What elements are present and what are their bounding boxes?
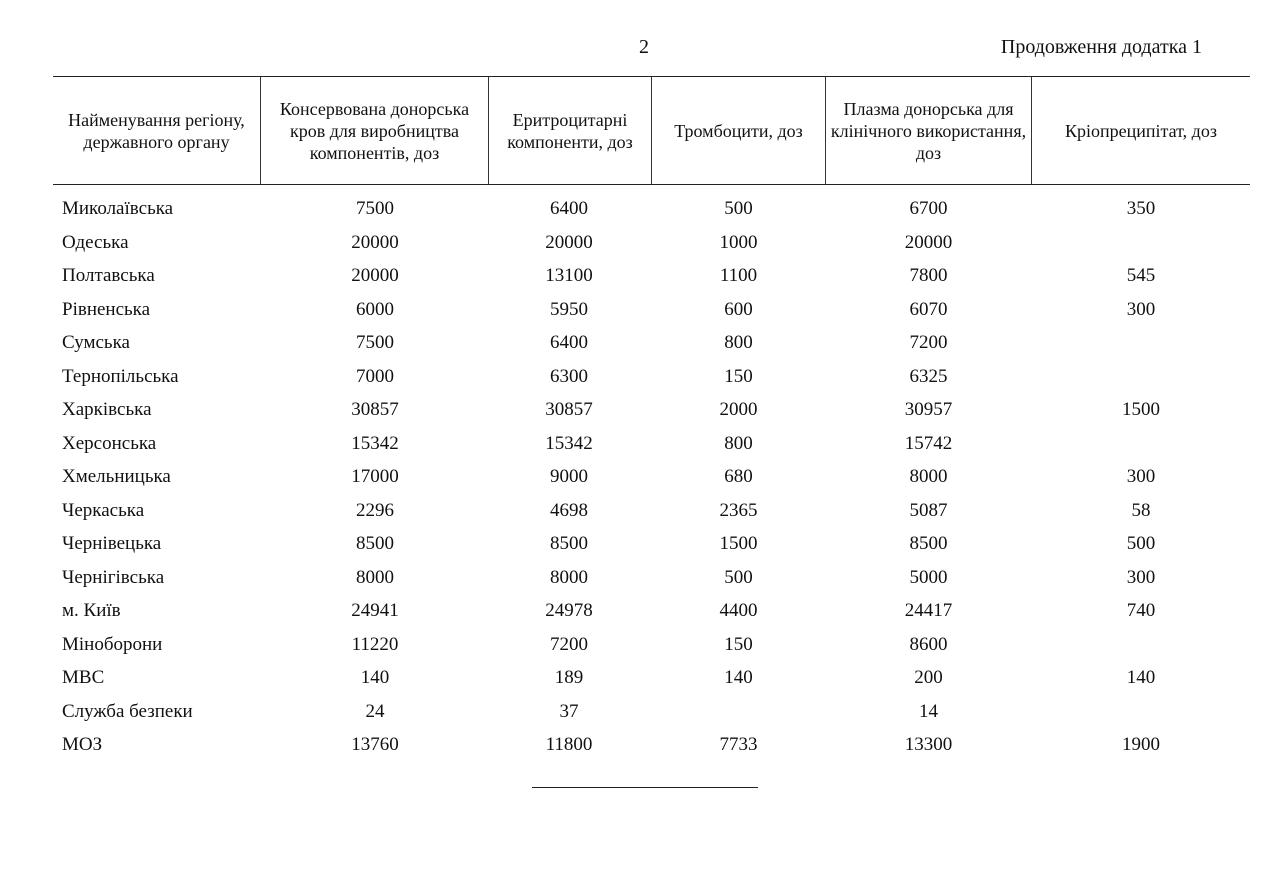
cell-preserved-blood: 20000 bbox=[351, 265, 399, 286]
cell-preserved-blood: 15342 bbox=[351, 432, 399, 454]
cell-plasma: 30957 bbox=[904, 399, 953, 420]
cell-platelets: 680 bbox=[724, 466, 753, 487]
cell-region: Тернопільська bbox=[62, 365, 179, 387]
table-row bbox=[0, 496, 1280, 526]
table-row bbox=[0, 462, 1280, 492]
table-row bbox=[0, 295, 1280, 325]
cell-platelets bbox=[652, 697, 825, 727]
cell-preserved-blood: 8000 bbox=[356, 566, 394, 588]
cell-plasma: 13300 bbox=[904, 734, 953, 755]
cell-cryoprecipitate: 300 bbox=[1126, 466, 1156, 487]
cell-plasma: 7800 bbox=[909, 265, 948, 286]
cell-region: м. Київ bbox=[62, 600, 121, 621]
cell-platelets: 500 bbox=[724, 566, 753, 588]
cell-platelets: 1100 bbox=[719, 265, 758, 286]
cell-erythrocyte: 13100 bbox=[545, 265, 593, 286]
cell-plasma: 200 bbox=[914, 667, 943, 688]
cell-plasma: 6700 bbox=[909, 198, 948, 219]
cell-erythrocyte: 15342 bbox=[545, 432, 593, 454]
cell-cryoprecipitate: 740 bbox=[1126, 600, 1156, 621]
cell-region: Херсонська bbox=[62, 432, 157, 454]
table-row bbox=[0, 395, 1280, 425]
cell-cryoprecipitate: 350 bbox=[1126, 198, 1156, 219]
cell-cryoprecipitate: 1500 bbox=[1122, 399, 1160, 420]
cell-preserved-blood: 7500 bbox=[356, 198, 394, 219]
cell-region: Чернівецька bbox=[62, 533, 162, 554]
cell-region: Сумська bbox=[62, 332, 130, 353]
cell-cryoprecipitate: 140 bbox=[1126, 667, 1156, 688]
cell-platelets: 800 bbox=[724, 432, 753, 454]
cell-preserved-blood: 140 bbox=[360, 667, 390, 688]
table-row bbox=[0, 429, 1280, 459]
cell-plasma: 24417 bbox=[904, 600, 953, 621]
cell-preserved-blood: 7500 bbox=[356, 332, 394, 353]
cell-cryoprecipitate: 300 bbox=[1126, 298, 1156, 320]
cell-preserved-blood: 13760 bbox=[351, 734, 399, 755]
cell-plasma: 5000 bbox=[909, 566, 948, 588]
continuation-label: Продовження додатка 1 bbox=[1000, 36, 1202, 58]
cell-region: Чернігівська bbox=[62, 566, 165, 588]
cell-cryoprecipitate bbox=[1032, 228, 1250, 258]
cell-cryoprecipitate bbox=[1032, 697, 1250, 727]
cell-platelets: 2000 bbox=[719, 399, 758, 420]
cell-region: Рівненська bbox=[62, 298, 151, 320]
cell-erythrocyte: 20000 bbox=[545, 231, 593, 253]
cell-cryoprecipitate: 300 bbox=[1126, 566, 1156, 588]
cell-platelets: 1000 bbox=[719, 231, 758, 253]
header-plasma: Плазма донорська для клінічного використання, доз bbox=[830, 98, 1027, 163]
cell-plasma: 20000 bbox=[904, 231, 953, 253]
cell-platelets: 150 bbox=[724, 365, 753, 387]
cell-preserved-blood: 2296 bbox=[356, 499, 394, 521]
cell-preserved-blood: 17000 bbox=[351, 466, 399, 487]
cell-plasma: 5087 bbox=[909, 499, 948, 521]
cell-platelets: 2365 bbox=[719, 499, 758, 521]
table-row bbox=[0, 328, 1280, 358]
cell-plasma: 15742 bbox=[904, 432, 953, 454]
cell-plasma: 8600 bbox=[909, 633, 948, 655]
cell-erythrocyte: 6400 bbox=[550, 198, 588, 219]
cell-preserved-blood: 24941 bbox=[351, 600, 399, 621]
end-rule bbox=[532, 787, 758, 788]
cell-region: МВС bbox=[62, 667, 105, 688]
table-row bbox=[0, 228, 1280, 258]
cell-preserved-blood: 11220 bbox=[351, 633, 399, 655]
cell-platelets: 1500 bbox=[719, 533, 758, 554]
table-row bbox=[0, 362, 1280, 392]
cell-plasma: 8000 bbox=[909, 466, 948, 487]
cell-erythrocyte: 24978 bbox=[545, 600, 593, 621]
cell-preserved-blood: 7000 bbox=[356, 365, 394, 387]
cell-platelets: 7733 bbox=[719, 734, 758, 755]
header-region: Найменування регіону, державного органу bbox=[68, 109, 245, 152]
cell-platelets: 140 bbox=[724, 667, 753, 688]
cell-platelets: 500 bbox=[724, 198, 753, 219]
header-platelets: Тромбоцити, доз bbox=[674, 120, 803, 141]
cell-region: Харківська bbox=[62, 399, 152, 420]
header-erythrocyte: Еритроцитарні компоненти, доз bbox=[507, 109, 633, 152]
cell-cryoprecipitate: 1900 bbox=[1122, 734, 1160, 755]
cell-erythrocyte: 6300 bbox=[550, 365, 588, 387]
cell-preserved-blood: 24 bbox=[365, 700, 385, 722]
cell-platelets: 600 bbox=[724, 298, 753, 320]
cell-preserved-blood: 6000 bbox=[356, 298, 394, 320]
table-row bbox=[0, 596, 1280, 626]
cell-plasma: 7200 bbox=[909, 332, 948, 353]
cell-erythrocyte: 5950 bbox=[550, 298, 588, 320]
cell-plasma: 6325 bbox=[909, 365, 948, 387]
cell-preserved-blood: 8500 bbox=[356, 533, 394, 554]
cell-erythrocyte: 8000 bbox=[550, 566, 588, 588]
table-row bbox=[0, 697, 1280, 727]
cell-cryoprecipitate bbox=[1032, 429, 1250, 459]
cell-preserved-blood: 30857 bbox=[351, 399, 399, 420]
table-row bbox=[0, 730, 1280, 760]
table-row bbox=[0, 194, 1280, 224]
cell-cryoprecipitate bbox=[1032, 362, 1250, 392]
cell-cryoprecipitate: 545 bbox=[1126, 265, 1156, 286]
cell-platelets: 150 bbox=[724, 633, 753, 655]
table-row bbox=[0, 663, 1280, 693]
cell-erythrocyte: 37 bbox=[559, 700, 579, 722]
cell-region: Одеська bbox=[62, 231, 129, 253]
cell-region: Хмельницька bbox=[62, 466, 171, 487]
table-row bbox=[0, 630, 1280, 660]
cell-erythrocyte: 9000 bbox=[550, 466, 588, 487]
cell-erythrocyte: 189 bbox=[554, 667, 584, 688]
cell-cryoprecipitate bbox=[1032, 630, 1250, 660]
cell-region: МОЗ bbox=[62, 734, 103, 755]
table-header-rule bbox=[53, 184, 1250, 185]
cell-region: Черкаська bbox=[62, 499, 145, 521]
cell-region: Міноборони bbox=[62, 633, 163, 655]
cell-region: Полтавська bbox=[62, 265, 155, 286]
cell-preserved-blood: 20000 bbox=[351, 231, 399, 253]
cell-erythrocyte: 7200 bbox=[550, 633, 588, 655]
cell-cryoprecipitate: 500 bbox=[1126, 533, 1156, 554]
cell-plasma: 6070 bbox=[909, 298, 948, 320]
cell-erythrocyte: 4698 bbox=[550, 499, 588, 521]
cell-cryoprecipitate: 58 bbox=[1131, 499, 1151, 521]
cell-erythrocyte: 6400 bbox=[550, 332, 588, 353]
cell-platelets: 4400 bbox=[719, 600, 758, 621]
cell-erythrocyte: 11800 bbox=[545, 734, 593, 755]
cell-platelets: 800 bbox=[724, 332, 753, 353]
cell-erythrocyte: 30857 bbox=[545, 399, 593, 420]
cell-cryoprecipitate bbox=[1032, 328, 1250, 358]
table-row bbox=[0, 261, 1280, 291]
cell-erythrocyte: 8500 bbox=[550, 533, 588, 554]
cell-region: Служба безпеки bbox=[62, 700, 193, 722]
table-row bbox=[0, 529, 1280, 559]
table-row bbox=[0, 563, 1280, 593]
cell-region: Миколаївська bbox=[62, 198, 174, 219]
cell-plasma: 8500 bbox=[909, 533, 948, 554]
cell-plasma: 14 bbox=[919, 700, 938, 722]
header-cryoprecipitate: Кріопреципітат, доз bbox=[1065, 120, 1217, 141]
page-number: 2 bbox=[639, 36, 649, 58]
header-preserved-blood: Консервована донорська кров для виробництва компонентів, доз bbox=[279, 98, 470, 163]
